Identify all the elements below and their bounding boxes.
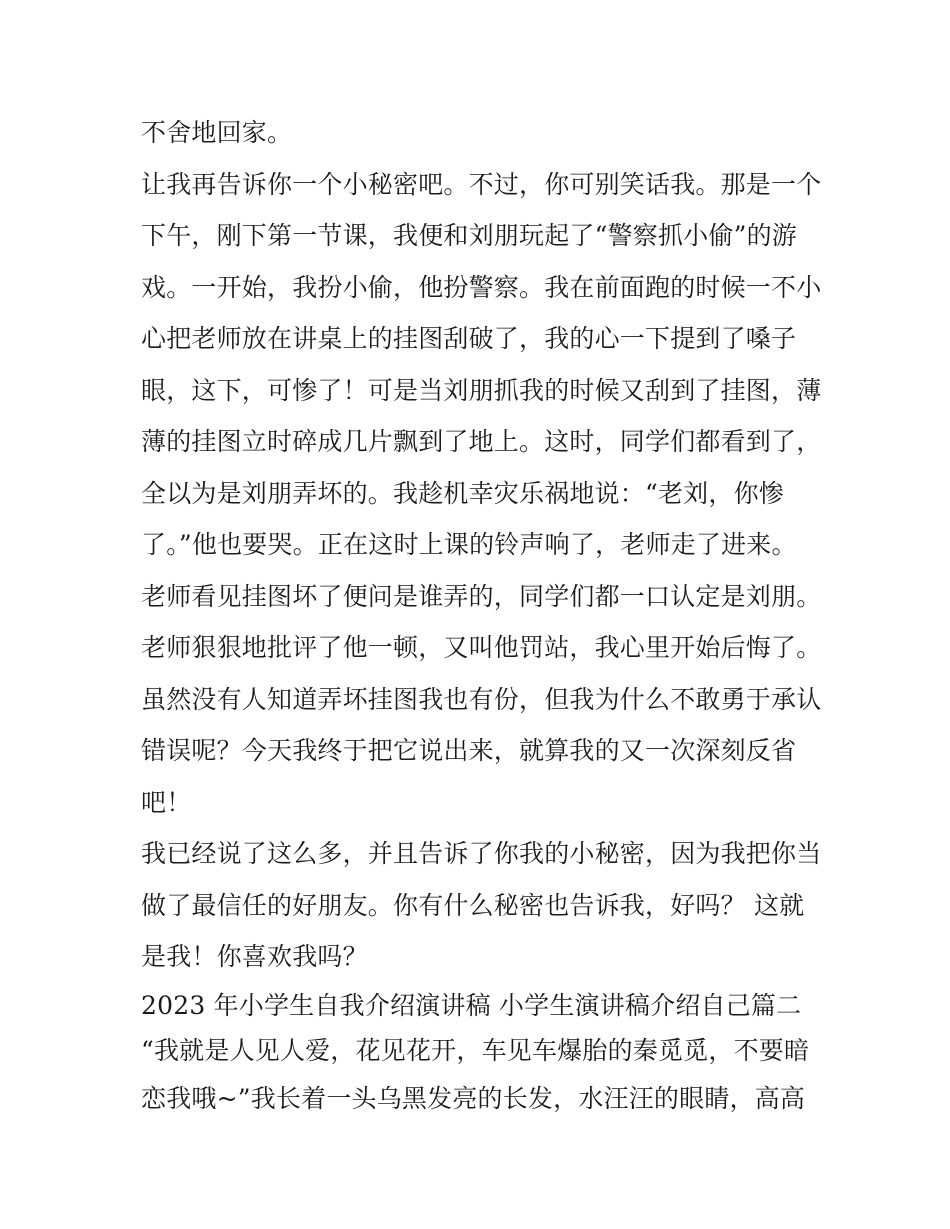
text-line: 薄的挂图立时碎成几片飘到了地上。这时，同学们都看到了， <box>141 427 822 456</box>
text-line: 虽然没有人知道弄坏挂图我也有份，但我为什么不敢勇于承认 <box>141 684 822 714</box>
text-line: 戏。一开始，我扮小偷，他扮警察。我在前面跑的时候一不小 <box>141 272 822 302</box>
text-line: 心把老师放在讲桌上的挂图刮破了，我的心一下提到了嗓子 <box>141 324 797 353</box>
text-line: 了。”他也要哭。正在这时上课的铃声响了，老师走了进来。 <box>141 530 797 559</box>
document-body <box>141 107 821 1124</box>
text-line: “我就是人见人爱，花见花开，车见车爆胎的秦觅觅，不要暗 <box>141 1035 810 1065</box>
text-line: 眼，这下，可惨了！可是当刘朋抓我的时候又刮到了挂图，薄 <box>141 375 822 405</box>
text-line: 做了最信任的好朋友。你有什么秘密也告诉我，好吗？ 这就 <box>141 890 805 920</box>
text-line: 恋我哦~”我长着一头乌黑发亮的长发，水汪汪的眼睛，高高 <box>141 1083 806 1113</box>
text-line: 是我！你喜欢我吗？ <box>141 942 368 971</box>
text-line: 老师看见挂图坏了便问是谁弄的，同学们都一口认定是刘朋。 <box>141 581 822 611</box>
text-line: 下午，刚下第一节课，我便和刘朋玩起了“警察抓小偷”的游 <box>141 221 797 250</box>
text-line: 吧！ <box>141 787 192 817</box>
text-line: 不舍地回家。 <box>141 118 293 147</box>
section-heading: 2023 年小学生自我介绍演讲稿 小学生演讲稿介绍自己篇二 <box>141 990 802 1020</box>
text-line: 让我再告诉你一个小秘密吧。不过，你可别笑话我。那是一个 <box>141 169 822 199</box>
text-line: 错误呢？今天我终于把它说出来，就算我的又一次深刻反省 <box>141 736 797 765</box>
text-line: 全以为是刘朋弄坏的。我趁机幸灾乐祸地说：“老刘，你惨 <box>141 478 784 508</box>
text-line: 我已经说了这么多，并且告诉了你我的小秘密，因为我把你当 <box>141 839 822 868</box>
text-line: 老师狠狠地批评了他一顿，又叫他罚站，我心里开始后悔了。 <box>141 633 822 662</box>
